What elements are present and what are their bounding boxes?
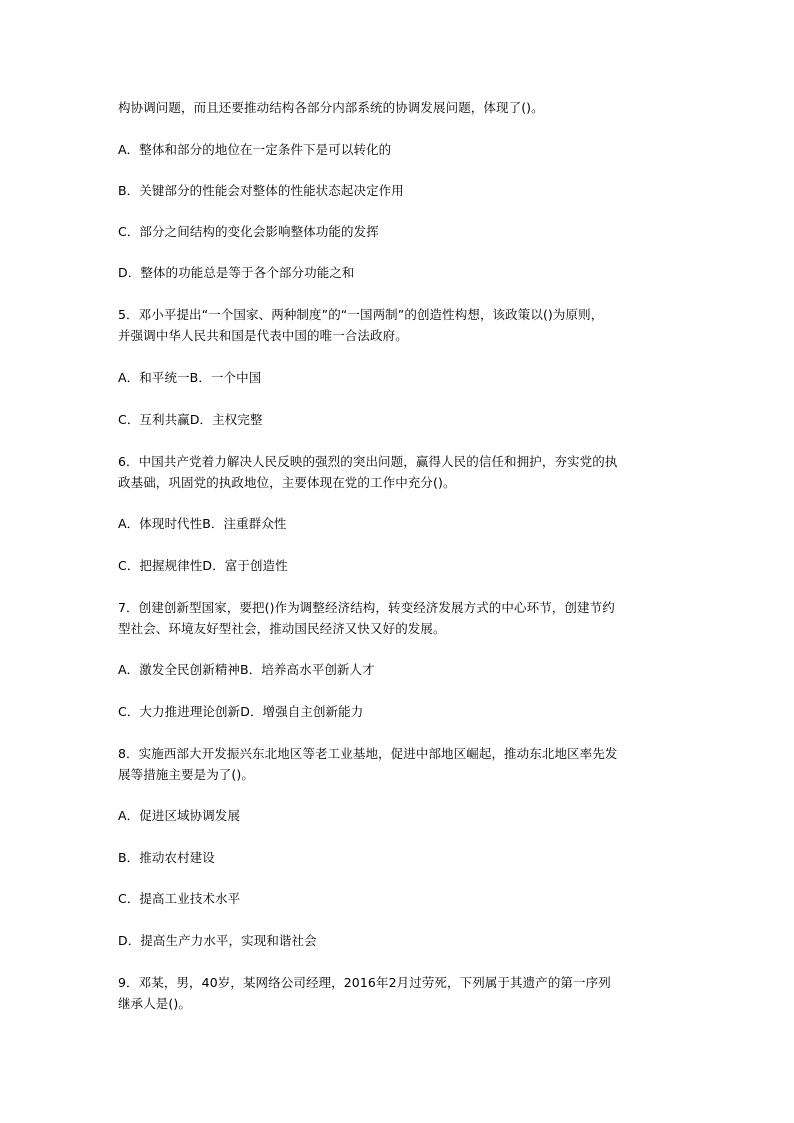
- q4-option-d: [118, 262, 684, 283]
- text-line: 9．邓某，男，40岁，某网络公司经理，2016年2月过劳死，下列属于其遗产的第一序列: [118, 975, 611, 990]
- q6-options-ab: [118, 513, 684, 534]
- text-line: B．关键部分的性能会对整体的性能状态起决定作用: [118, 183, 404, 198]
- text-line: 展等措施主要是为了()。: [118, 767, 254, 782]
- text-line: C．把握规律性D．富于创造性: [118, 558, 288, 573]
- q6-options-cd: [118, 555, 684, 576]
- text-line: 6．中国共产党着力解决人民反映的强烈的突出问题，赢得人民的信任和拥护，夯实党的执: [118, 454, 618, 469]
- q8-option-d: [118, 930, 684, 951]
- text-line: D．提高生产力水平，实现和谐社会: [118, 933, 317, 948]
- q4-option-b: [118, 180, 684, 201]
- q4-option-a: [118, 139, 684, 160]
- q7-options-ab: [118, 659, 684, 680]
- text-line: A．促进区域协调发展: [118, 808, 241, 823]
- text-line: C．大力推进理论创新D．增强自主创新能力: [118, 704, 364, 719]
- text-line: 继承人是()。: [118, 996, 191, 1011]
- question-8-stem: [118, 743, 684, 785]
- text-line: 构协调问题，而且还要推动结构各部分内部系统的协调发展问题，体现了()。: [118, 100, 544, 115]
- q5-options-cd: [118, 409, 684, 430]
- question-4-stem-tail: [118, 97, 684, 118]
- text-line: C．部分之间结构的变化会影响整体功能的发挥: [118, 224, 379, 239]
- q8-option-c: [118, 888, 684, 909]
- text-line: 政基础，巩固党的执政地位，主要体现在党的工作中充分()。: [118, 475, 456, 490]
- text-line: 7．创建创新型国家，要把()作为调整经济结构，转变经济发展方式的中心环节，创建节约: [118, 600, 615, 615]
- text-line: A．整体和部分的地位在一定条件下是可以转化的: [118, 142, 392, 157]
- q5-options-ab: [118, 367, 684, 388]
- q8-option-b: [118, 847, 684, 868]
- text-line: B．推动农村建设: [118, 850, 215, 865]
- q4-option-c: [118, 221, 684, 242]
- question-7-stem: [118, 597, 684, 639]
- text-line: A．激发全民创新精神B．培养高水平创新人才: [118, 662, 375, 677]
- text-line: A．和平统一B．一个中国: [118, 370, 262, 385]
- question-5-stem: [118, 304, 684, 346]
- text-line: 并强调中华人民共和国是代表中国的唯一合法政府。: [118, 328, 408, 343]
- text-line: C．提高工业技术水平: [118, 891, 241, 906]
- text-line: D．整体的功能总是等于各个部分功能之和: [118, 265, 355, 280]
- text-line: 型社会、环境友好型社会，推动国民经济又快又好的发展。: [118, 621, 446, 636]
- text-line: 5．邓小平提出“一个国家、两种制度”的“一国两制”的创造性构想，该政策以()为原则，: [118, 307, 604, 322]
- text-line: A．体现时代性B．注重群众性: [118, 516, 287, 531]
- q7-options-cd: [118, 701, 684, 722]
- question-6-stem: [118, 451, 684, 493]
- question-9-stem: [118, 972, 684, 1014]
- q8-option-a: [118, 805, 684, 826]
- text-line: C．互利共赢D．主权完整: [118, 412, 263, 427]
- text-line: 8．实施西部大开发振兴东北地区等老工业基地，促进中部地区崛起，推动东北地区率先发: [118, 746, 618, 761]
